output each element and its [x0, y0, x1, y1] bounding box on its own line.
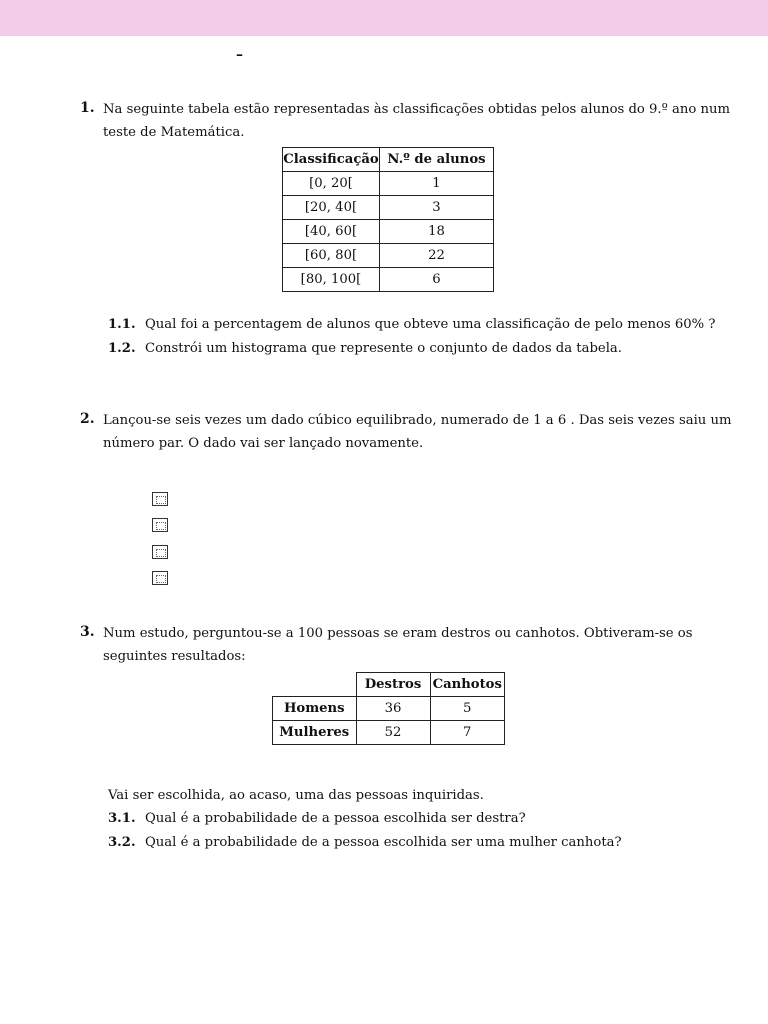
question-2-line-2: número par. O dado vai ser lançado novamente. — [103, 436, 424, 451]
grades-cell-class: [40, 60[ — [283, 220, 380, 244]
option-checkbox-2[interactable] — [152, 518, 168, 532]
question-3-intro: Vai ser escolhida, ao acaso, uma das pessoas inquiridas. — [108, 788, 484, 803]
handedness-cell: 7 — [430, 721, 505, 745]
question-1-2 — [108, 341, 622, 356]
grades-cell-class: [20, 40[ — [283, 196, 380, 220]
grades-cell-class: [80, 100[ — [283, 268, 380, 292]
handedness-corner — [273, 673, 357, 697]
question-3-line-1: Num estudo, perguntou-se a 100 pessoas se eram destros ou canhotos. Obtiveram-se os — [103, 626, 693, 641]
handedness-row-label-women: Mulheres — [273, 721, 357, 745]
question-3-2 — [108, 835, 622, 850]
table-row — [273, 721, 505, 745]
handedness-cell: 5 — [430, 697, 505, 721]
header-dash: – — [236, 47, 243, 63]
table-row — [273, 697, 505, 721]
handedness-row-label-men: Homens — [273, 697, 357, 721]
question-1-1-text: Qual foi a percentagem de alunos que obteve uma classificação de pelo menos 60% ? — [145, 317, 716, 332]
table-row — [283, 268, 494, 292]
handedness-header-right: Destros — [356, 673, 430, 697]
grades-cell-count: 3 — [380, 196, 494, 220]
grades-cell-count: 22 — [380, 244, 494, 268]
handedness-header-left: Canhotos — [430, 673, 505, 697]
grades-cell-class: [0, 20[ — [283, 172, 380, 196]
question-1-1 — [108, 317, 715, 332]
grades-cell-count: 18 — [380, 220, 494, 244]
question-1-text — [103, 98, 730, 144]
question-3-1-text: Qual é a probabilidade de a pessoa escolhida ser destra? — [145, 811, 526, 826]
question-1-2-number: 1.2. — [108, 341, 136, 356]
handedness-cell: 52 — [356, 721, 430, 745]
question-3-1 — [108, 811, 526, 826]
question-2-number: 2. — [80, 411, 95, 427]
question-1-line-1: Na seguinte tabela estão representadas às classificações obtidas pelos alunos do 9.º ano num — [103, 102, 730, 117]
question-2-line-1: Lançou-se seis vezes um dado cúbico equilibrado, numerado de 1 a 6 . Das seis vezes saiu um — [103, 413, 732, 428]
table-row — [283, 244, 494, 268]
question-3-text — [103, 622, 693, 668]
question-2-text — [103, 409, 731, 455]
question-1-2-text: Constrói um histograma que represente o conjunto de dados da tabela. — [145, 341, 622, 356]
grades-cell-class: [60, 80[ — [283, 244, 380, 268]
table-row — [283, 196, 494, 220]
question-3-2-number: 3.2. — [108, 835, 136, 850]
question-1-number: 1. — [80, 100, 95, 116]
option-checkbox-1[interactable] — [152, 492, 168, 506]
table-row — [283, 220, 494, 244]
grades-header-count: N.º de alunos — [380, 148, 494, 172]
question-3-line-2: seguintes resultados: — [103, 649, 246, 664]
option-checkbox-3[interactable] — [152, 545, 168, 559]
question-3-2-text: Qual é a probabilidade de a pessoa escolhida ser uma mulher canhota? — [145, 835, 622, 850]
question-3-number: 3. — [80, 624, 95, 640]
header-band — [0, 0, 768, 36]
question-3-1-number: 3.1. — [108, 811, 136, 826]
table-row — [283, 172, 494, 196]
handedness-cell: 36 — [356, 697, 430, 721]
grades-header-classification: Classificação — [283, 148, 380, 172]
option-checkbox-4[interactable] — [152, 571, 168, 585]
grades-cell-count: 1 — [380, 172, 494, 196]
grades-table — [282, 147, 494, 292]
handedness-table — [272, 672, 505, 745]
question-1-line-2: teste de Matemática. — [103, 125, 245, 140]
grades-cell-count: 6 — [380, 268, 494, 292]
question-1-1-number: 1.1. — [108, 317, 136, 332]
